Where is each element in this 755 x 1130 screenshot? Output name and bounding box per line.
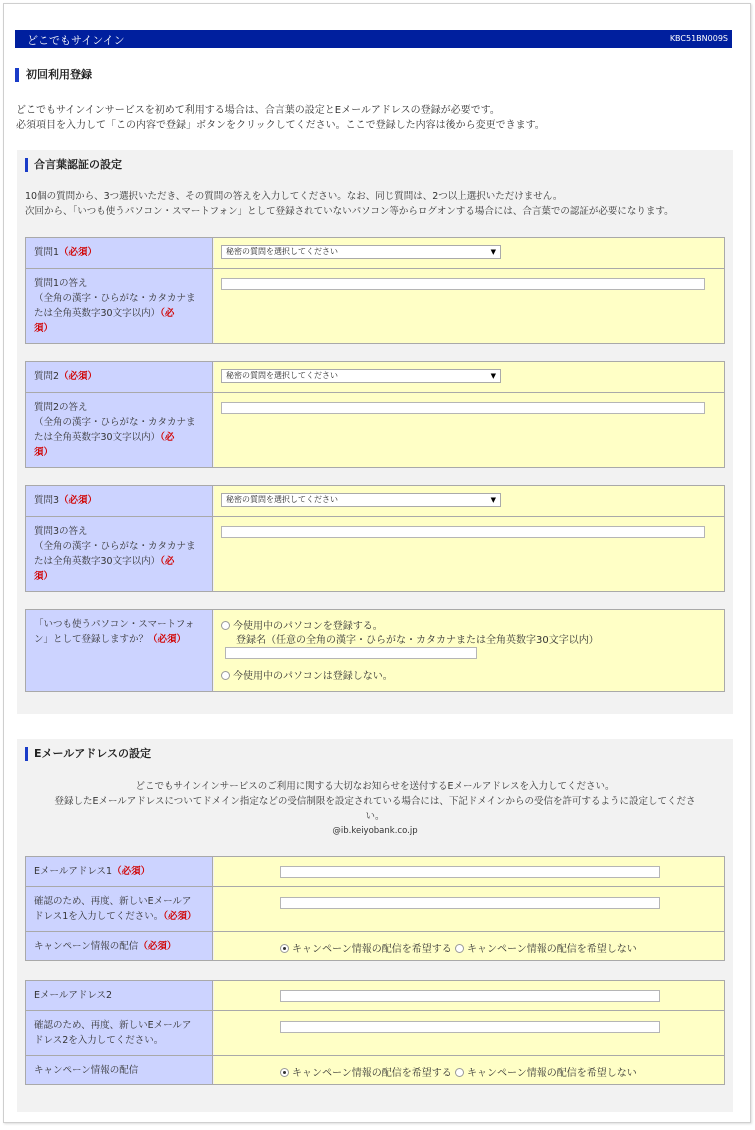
email-1-confirm-row [26, 887, 724, 931]
email-heading: Eメールアドレスの設定 [25, 747, 151, 761]
app-title: どこでもサインイン [27, 34, 125, 47]
question-3-label: 質問3（必須） [26, 486, 213, 516]
screen-code: KBC51BN009S [669, 34, 728, 43]
pc-registration-row [26, 610, 724, 691]
email-description [25, 779, 725, 839]
passphrase-desc-line-1: 10個の質問から、3つ選択いただき、その質問の答えを入力してください。なお、同じ質問は、2つ以上選択いただけません。 [25, 191, 563, 202]
email-1-row [26, 857, 724, 886]
email-section [17, 739, 733, 1112]
email-1-label: Eメールアドレス1（必須） [26, 857, 213, 886]
question-1-row [26, 238, 724, 268]
email-2-confirm-label: 確認のため、再度、新しいEメールア ドレス2を入力してください。 [26, 1011, 213, 1055]
dropdown-arrow-icon: ▼ [490, 248, 496, 256]
email-1-input[interactable] [280, 866, 660, 878]
radio-selected-icon[interactable] [280, 1068, 289, 1077]
campaign-1-no-option[interactable]: キャンペーン情報の配信を希望しない [455, 944, 637, 955]
register-name-input[interactable] [225, 647, 477, 659]
question-3-table [25, 485, 725, 592]
dropdown-arrow-icon: ▼ [490, 496, 496, 504]
question-1-table [25, 237, 725, 344]
answer-3-input[interactable] [221, 526, 705, 538]
email-1-confirm-input[interactable] [280, 897, 660, 909]
campaign-1-label: キャンペーン情報の配信（必須） [26, 932, 213, 960]
question-3-select[interactable]: 秘密の質問を選択してください ▼ [221, 493, 501, 507]
email-2-row [26, 981, 724, 1010]
dropdown-arrow-icon: ▼ [490, 372, 496, 380]
email-2-input[interactable] [280, 990, 660, 1002]
answer-1-input[interactable] [221, 278, 705, 290]
no-register-pc-option[interactable]: 今使用中のパソコンは登録しない。 [221, 667, 393, 682]
passphrase-desc-line-2: 次回から、「いつも使うパソコン・スマートフォン」として登録されていないパソコン等からログオンする場合には、合言葉での認証が必要になります。 [25, 206, 674, 217]
radio-icon[interactable] [221, 621, 230, 630]
answer-2-row [26, 393, 724, 467]
campaign-2-row [26, 1056, 724, 1084]
radio-icon[interactable] [221, 671, 230, 680]
email-desc-line-1: どこでもサインインサービスのご利用に関する大切なお知らせを送付するEメールアドレスを入力してください。 [135, 781, 615, 792]
email-2-table [25, 980, 725, 1085]
intro-text [16, 103, 736, 133]
passphrase-heading: 合言葉認証の設定 [25, 158, 122, 172]
email-2-label: Eメールアドレス2 [26, 981, 213, 1010]
pc-registration-table [25, 609, 725, 692]
email-1-confirm-label: 確認のため、再度、新しいEメールア ドレス1を入力してください。（必須） [26, 887, 213, 931]
register-pc-option[interactable]: 今使用中のパソコンを登録する。 [221, 617, 383, 632]
campaign-1-yes-option[interactable]: キャンペーン情報の配信を希望する [280, 944, 452, 955]
pc-registration-label: 「いつも使うパソコン・スマートフォ ン」として登録しますか？（必須） [26, 610, 213, 691]
answer-1-row [26, 269, 724, 343]
campaign-1-options [280, 940, 637, 955]
answer-3-row [26, 517, 724, 591]
question-1-select[interactable]: 秘密の質問を選択してください ▼ [221, 245, 501, 259]
radio-icon[interactable] [455, 1068, 464, 1077]
answer-1-label: 質問1の答え （全角の漢字・ひらがな・カタカナま たは全角英数字30文字以内）（必 須） [26, 269, 213, 343]
intro-line-1: どこでもサインインサービスを初めて利用する場合は、合言葉の設定とEメールアドレスの登録が必要です。 [16, 105, 500, 116]
answer-2-input[interactable] [221, 402, 705, 414]
question-2-label: 質問2（必須） [26, 362, 213, 392]
question-2-table [25, 361, 725, 468]
email-desc-line-2: 登録したEメールアドレスについてドメイン指定などの受信制限を設定されている場合には、下記ドメインからの受信を許可するように設定してくださ [54, 796, 696, 807]
page-title: 初回利用登録 [15, 68, 92, 82]
email-1-table [25, 856, 725, 961]
campaign-2-yes-option[interactable]: キャンペーン情報の配信を希望する [280, 1068, 452, 1079]
campaign-1-row [26, 932, 724, 960]
required-mark: （必須） [59, 495, 98, 506]
radio-icon[interactable] [455, 944, 464, 953]
intro-line-2: 必須項目を入力して「この内容で登録」ボタンをクリックしてください。ここで登録した内容は後から変更できます。 [16, 120, 545, 131]
campaign-2-options [280, 1064, 637, 1079]
campaign-2-no-option[interactable]: キャンペーン情報の配信を希望しない [455, 1068, 637, 1079]
required-mark: （必須） [112, 866, 151, 877]
question-2-row [26, 362, 724, 392]
allowed-domain: @ib.keiyobank.co.jp [332, 826, 418, 836]
email-desc-line-3: い。 [365, 811, 385, 822]
required-mark: （必須） [138, 941, 177, 952]
email-2-confirm-row [26, 1011, 724, 1055]
required-mark: （必須） [148, 634, 187, 645]
question-1-label: 質問1（必須） [26, 238, 213, 268]
passphrase-section [17, 150, 733, 714]
required-mark: （必須） [59, 247, 98, 258]
question-2-select[interactable]: 秘密の質問を選択してください ▼ [221, 369, 501, 383]
passphrase-description [25, 189, 725, 219]
required-mark: （必須） [59, 371, 98, 382]
answer-3-label: 質問3の答え （全角の漢字・ひらがな・カタカナま たは全角英数字30文字以内）（必 須） [26, 517, 213, 591]
register-name-label: 登録名（任意の全角の漢字・ひらがな・カタカナまたは全角英数字30文字以内） [236, 635, 599, 646]
campaign-2-label: キャンペーン情報の配信 [26, 1056, 213, 1084]
radio-selected-icon[interactable] [280, 944, 289, 953]
title-bar [15, 30, 732, 48]
email-2-confirm-input[interactable] [280, 1021, 660, 1033]
question-3-row [26, 486, 724, 516]
answer-2-label: 質問2の答え （全角の漢字・ひらがな・カタカナま たは全角英数字30文字以内）（必 須） [26, 393, 213, 467]
required-mark: （必須） [163, 911, 197, 922]
